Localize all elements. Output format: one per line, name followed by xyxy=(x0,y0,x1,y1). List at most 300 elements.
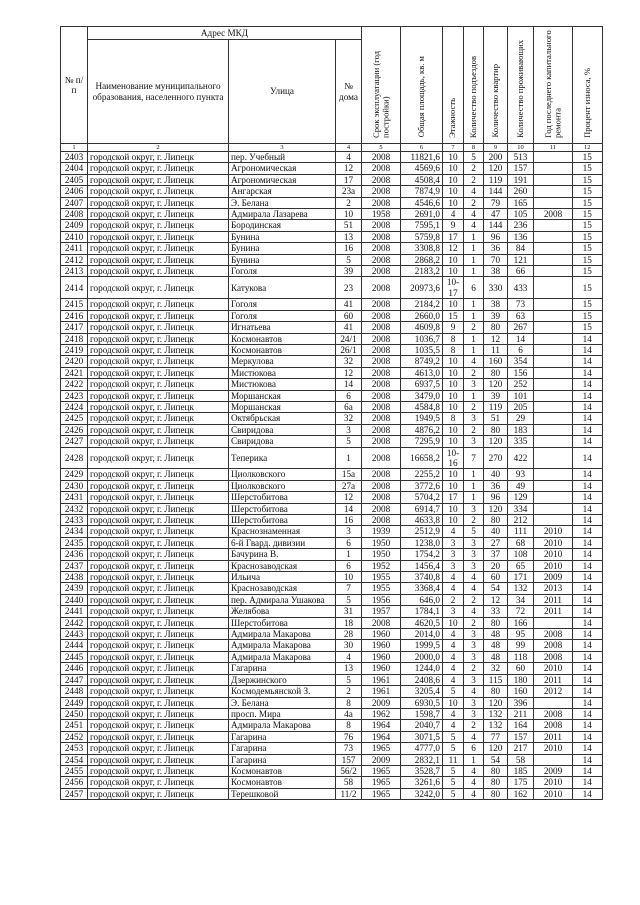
table-cell: 14 xyxy=(573,356,603,367)
table-cell: 15 xyxy=(573,163,603,174)
table-cell: 1 xyxy=(464,310,484,321)
table-cell: 3740,8 xyxy=(401,572,443,583)
table-cell: 252 xyxy=(508,379,534,390)
table-cell xyxy=(534,277,573,299)
table-cell: 119 xyxy=(484,174,508,185)
table-cell: 14 xyxy=(573,515,603,526)
table-cell: 1956 xyxy=(362,594,401,605)
table-cell: 1950 xyxy=(362,549,401,560)
table-cell xyxy=(534,310,573,321)
table-cell: городской округ, г. Липецк xyxy=(88,765,229,776)
header-entrances: Количество подъездов xyxy=(467,55,478,138)
table-cell: 37 xyxy=(484,549,508,560)
table-cell: Космонавтов xyxy=(229,344,336,355)
table-cell: 20973,6 xyxy=(401,277,443,299)
table-cell: Октябрьская xyxy=(229,413,336,424)
table-row xyxy=(61,266,603,277)
table-cell: 120 xyxy=(484,697,508,708)
table-row xyxy=(61,788,603,799)
table-cell: 2868,2 xyxy=(401,254,443,265)
table-cell: 2436 xyxy=(61,549,88,560)
table-cell: 2 xyxy=(464,197,484,208)
table-row xyxy=(61,379,603,390)
table-cell: 36 xyxy=(484,480,508,491)
table-cell: 14 xyxy=(573,503,603,514)
table-cell: 10-17 xyxy=(443,277,464,299)
table-cell: городской округ, г. Липецк xyxy=(88,254,229,265)
table-cell: городской округ, г. Липецк xyxy=(88,277,229,299)
table-cell: 8 xyxy=(336,697,362,708)
table-cell xyxy=(534,356,573,367)
table-cell: 3 xyxy=(464,629,484,640)
table-cell: 58 xyxy=(508,754,534,765)
table-cell: 6-й Гвард. дивизии xyxy=(229,537,336,548)
table-cell: Э. Белана xyxy=(229,697,336,708)
column-number: 6 xyxy=(401,144,443,152)
table-cell: 4 xyxy=(336,651,362,662)
table-cell: 2420 xyxy=(61,356,88,367)
table-cell: 2008 xyxy=(362,447,401,469)
table-cell: Краснознаменная xyxy=(229,526,336,537)
table-cell: Игнатьева xyxy=(229,322,336,333)
table-cell: 14 xyxy=(573,469,603,480)
table-cell: 2452 xyxy=(61,731,88,742)
table-cell: пер. Адмирала Ушакова xyxy=(229,594,336,605)
table-row xyxy=(61,413,603,424)
table-cell: 11 xyxy=(443,754,464,765)
table-cell: 15 xyxy=(573,152,603,163)
table-cell: 27 xyxy=(484,537,508,548)
table-row xyxy=(61,299,603,310)
table-cell: 2445 xyxy=(61,651,88,662)
table-cell: городской округ, г. Липецк xyxy=(88,583,229,594)
table-cell: 2008 xyxy=(534,209,573,220)
table-cell: 14 xyxy=(573,686,603,697)
table-cell: 3 xyxy=(464,537,484,548)
table-cell: городской округ, г. Липецк xyxy=(88,299,229,310)
table-cell: 1965 xyxy=(362,777,401,788)
table-cell: 32 xyxy=(336,413,362,424)
table-cell: 2013 xyxy=(534,583,573,594)
table-cell: городской округ, г. Липецк xyxy=(88,731,229,742)
table-cell: 11821,6 xyxy=(401,152,443,163)
document-page xyxy=(60,26,603,800)
table-cell: 29 xyxy=(508,413,534,424)
table-cell: 1 xyxy=(464,231,484,242)
table-row xyxy=(61,731,603,742)
table-cell: 54 xyxy=(484,583,508,594)
table-cell: 120 xyxy=(484,436,508,447)
table-cell: 10 xyxy=(443,469,464,480)
table-cell: городской округ, г. Липецк xyxy=(88,629,229,640)
table-cell: 96 xyxy=(484,492,508,503)
table-row xyxy=(61,469,603,480)
table-cell: 14 xyxy=(573,549,603,560)
table-cell: 101 xyxy=(508,390,534,401)
table-cell: 1960 xyxy=(362,629,401,640)
table-cell: 10 xyxy=(443,390,464,401)
table-cell: Ильича xyxy=(229,572,336,583)
table-cell: 1960 xyxy=(362,640,401,651)
table-cell: 23а xyxy=(336,186,362,197)
table-cell: 12 xyxy=(336,492,362,503)
table-cell: 80 xyxy=(484,424,508,435)
table-cell: 15 xyxy=(573,310,603,321)
table-cell: 3 xyxy=(464,697,484,708)
table-cell: 15 xyxy=(573,197,603,208)
table-cell: 1952 xyxy=(362,560,401,571)
table-cell: 1 xyxy=(464,390,484,401)
table-cell: 9 xyxy=(443,322,464,333)
table-cell: 2426 xyxy=(61,424,88,435)
table-cell: 1962 xyxy=(362,708,401,719)
table-cell: 2008 xyxy=(362,310,401,321)
table-cell: 191 xyxy=(508,174,534,185)
table-cell: 260 xyxy=(508,186,534,197)
table-cell: 2424 xyxy=(61,401,88,412)
table-cell: 354 xyxy=(508,356,534,367)
table-cell: 18 xyxy=(336,617,362,628)
table-cell: 2008 xyxy=(362,492,401,503)
table-cell: 2008 xyxy=(534,720,573,731)
table-cell: 10 xyxy=(443,299,464,310)
table-cell: 5 xyxy=(443,743,464,754)
table-cell: Бунина xyxy=(229,254,336,265)
table-cell: 433 xyxy=(508,277,534,299)
table-cell: 4 xyxy=(464,356,484,367)
table-cell: 2012 xyxy=(534,686,573,697)
table-cell: 2010 xyxy=(534,526,573,537)
table-cell: 6 xyxy=(464,743,484,754)
table-cell: 2832,1 xyxy=(401,754,443,765)
table-cell: 4546,6 xyxy=(401,197,443,208)
table-cell: 6914,7 xyxy=(401,503,443,514)
table-cell: 1036,7 xyxy=(401,333,443,344)
table-row xyxy=(61,163,603,174)
table-cell: 1244,0 xyxy=(401,663,443,674)
table-cell: 5 xyxy=(443,731,464,742)
table-cell: 3071,5 xyxy=(401,731,443,742)
table-cell: 217 xyxy=(508,743,534,754)
table-cell: 3205,4 xyxy=(401,686,443,697)
table-cell: 185 xyxy=(508,765,534,776)
table-row xyxy=(61,708,603,719)
table-cell: 2008 xyxy=(362,163,401,174)
table-cell: 14 xyxy=(336,503,362,514)
table-cell: 4 xyxy=(443,640,464,651)
table-cell: 8 xyxy=(443,333,464,344)
table-cell: 14 xyxy=(573,754,603,765)
table-cell: 36 xyxy=(484,243,508,254)
table-cell: 3368,4 xyxy=(401,583,443,594)
table-cell xyxy=(534,243,573,254)
table-cell: 80 xyxy=(484,367,508,378)
table-cell: 4 xyxy=(443,572,464,583)
table-cell: городской округ, г. Липецк xyxy=(88,152,229,163)
table-cell: 3 xyxy=(443,606,464,617)
table-cell: 23 xyxy=(336,277,362,299)
table-cell: городской округ, г. Липецк xyxy=(88,515,229,526)
table-cell: 15 xyxy=(573,266,603,277)
table-cell: 4 xyxy=(464,572,484,583)
table-cell: 80 xyxy=(484,686,508,697)
table-cell: 2008 xyxy=(362,469,401,480)
table-cell: 5 xyxy=(464,526,484,537)
table-cell: 2450 xyxy=(61,708,88,719)
table-cell: 10 xyxy=(443,186,464,197)
table-cell: 4508,4 xyxy=(401,174,443,185)
table-cell: 132 xyxy=(484,708,508,719)
table-cell: 2416 xyxy=(61,310,88,321)
table-cell: просп. Мира xyxy=(229,708,336,719)
table-cell: 28 xyxy=(336,629,362,640)
table-cell: 2 xyxy=(464,663,484,674)
table-cell: 48 xyxy=(484,640,508,651)
table-cell: 5 xyxy=(443,777,464,788)
table-cell: 2406 xyxy=(61,186,88,197)
table-cell: 2008 xyxy=(534,629,573,640)
table-cell: 1955 xyxy=(362,572,401,583)
table-cell: 2008 xyxy=(362,480,401,491)
table-cell: 175 xyxy=(508,777,534,788)
table-cell: 2008 xyxy=(362,277,401,299)
table-cell: 14 xyxy=(573,765,603,776)
table-cell: 2432 xyxy=(61,503,88,514)
table-row xyxy=(61,515,603,526)
table-cell: 2 xyxy=(336,197,362,208)
table-cell: 1955 xyxy=(362,583,401,594)
table-cell: 4 xyxy=(443,663,464,674)
table-cell: 51 xyxy=(336,220,362,231)
table-cell: 2011 xyxy=(534,594,573,605)
table-cell: Космонавтов xyxy=(229,777,336,788)
table-row xyxy=(61,231,603,242)
table-row xyxy=(61,765,603,776)
table-cell: 1 xyxy=(464,333,484,344)
table-cell: городской округ, г. Липецк xyxy=(88,401,229,412)
table-cell: 4 xyxy=(443,583,464,594)
table-cell: 40 xyxy=(484,469,508,480)
table-cell: 157 xyxy=(508,731,534,742)
table-cell: 1238,0 xyxy=(401,537,443,548)
column-number: 10 xyxy=(508,144,534,152)
table-cell: 2 xyxy=(464,163,484,174)
table-cell: 65 xyxy=(508,560,534,571)
table-cell: городской округ, г. Липецк xyxy=(88,220,229,231)
table-cell: 2 xyxy=(464,594,484,605)
table-cell: 3 xyxy=(464,549,484,560)
table-cell: Свиридова xyxy=(229,436,336,447)
table-row xyxy=(61,367,603,378)
table-cell: Гагарина xyxy=(229,731,336,742)
table-row xyxy=(61,686,603,697)
table-cell: 2040,7 xyxy=(401,720,443,731)
table-cell: городской округ, г. Липецк xyxy=(88,697,229,708)
table-cell: 2014,0 xyxy=(401,629,443,640)
table-cell xyxy=(534,424,573,435)
table-cell: 2 xyxy=(464,424,484,435)
table-cell: городской округ, г. Липецк xyxy=(88,322,229,333)
table-cell: 157 xyxy=(508,163,534,174)
table-cell: 13 xyxy=(336,663,362,674)
table-cell: 17 xyxy=(443,492,464,503)
table-cell: 3528,7 xyxy=(401,765,443,776)
table-cell: 70 xyxy=(484,254,508,265)
table-cell: 3 xyxy=(464,708,484,719)
table-cell: 2010 xyxy=(534,549,573,560)
table-cell: 10 xyxy=(443,163,464,174)
table-cell: 14 xyxy=(573,526,603,537)
table-cell: 6 xyxy=(336,390,362,401)
table-cell: Адмирала Макарова xyxy=(229,651,336,662)
table-cell: 396 xyxy=(508,697,534,708)
table-cell: 3 xyxy=(464,413,484,424)
table-cell xyxy=(534,333,573,344)
table-cell: 14 xyxy=(573,708,603,719)
table-cell: 1964 xyxy=(362,720,401,731)
table-cell: 3 xyxy=(464,640,484,651)
table-cell: городской округ, г. Липецк xyxy=(88,243,229,254)
table-cell: 10 xyxy=(443,367,464,378)
table-cell: 10 xyxy=(336,572,362,583)
table-cell: 27а xyxy=(336,480,362,491)
table-cell: Дзержинского xyxy=(229,674,336,685)
table-cell: 2000,0 xyxy=(401,651,443,662)
table-cell: 4613,0 xyxy=(401,367,443,378)
table-cell: 4 xyxy=(443,629,464,640)
table-cell: 2008 xyxy=(362,299,401,310)
table-cell: 10 xyxy=(443,503,464,514)
table-cell: 1965 xyxy=(362,743,401,754)
column-number: 1 xyxy=(61,144,88,152)
table-cell: 1939 xyxy=(362,526,401,537)
table-cell: 15 xyxy=(573,209,603,220)
table-cell: 2456 xyxy=(61,777,88,788)
table-cell: 15 xyxy=(573,174,603,185)
table-cell: 1999,5 xyxy=(401,640,443,651)
table-row xyxy=(61,560,603,571)
table-cell: 2011 xyxy=(534,606,573,617)
table-cell: 4777,0 xyxy=(401,743,443,754)
table-cell: 200 xyxy=(484,152,508,163)
table-row xyxy=(61,174,603,185)
table-cell: 2008 xyxy=(362,379,401,390)
table-row xyxy=(61,697,603,708)
table-cell: 156 xyxy=(508,367,534,378)
table-cell xyxy=(534,492,573,503)
table-cell: 1 xyxy=(464,344,484,355)
table-cell: 7874,9 xyxy=(401,186,443,197)
table-cell: 183 xyxy=(508,424,534,435)
header-house: № дома xyxy=(336,40,362,144)
table-row xyxy=(61,322,603,333)
table-cell: 2438 xyxy=(61,572,88,583)
table-cell: городской округ, г. Липецк xyxy=(88,594,229,605)
table-cell: 2453 xyxy=(61,743,88,754)
table-cell: Адмирала Макарова xyxy=(229,720,336,731)
table-cell: 4 xyxy=(443,651,464,662)
table-cell: 10 xyxy=(443,174,464,185)
header-repair-year: Год последнего капитального ремонта xyxy=(542,29,562,138)
table-cell: 72 xyxy=(508,606,534,617)
table-cell: 3 xyxy=(443,549,464,560)
table-cell: 14 xyxy=(573,447,603,469)
column-number: 12 xyxy=(573,144,603,152)
header-year: Срок эксплуатации (год постройки) xyxy=(370,50,390,138)
table-cell: Свиридова xyxy=(229,424,336,435)
column-number: 7 xyxy=(443,144,464,152)
table-cell: 2 xyxy=(464,720,484,731)
table-cell: 7 xyxy=(464,447,484,469)
table-cell: 96 xyxy=(484,231,508,242)
table-cell: 2443 xyxy=(61,629,88,640)
table-cell: Краснозаводская xyxy=(229,583,336,594)
table-cell: 8 xyxy=(443,344,464,355)
table-cell: 4 xyxy=(464,686,484,697)
table-cell: городской округ, г. Липецк xyxy=(88,503,229,514)
table-cell: 3308,8 xyxy=(401,243,443,254)
table-cell: 38 xyxy=(484,266,508,277)
table-cell: 41 xyxy=(336,322,362,333)
table-cell: городской округ, г. Липецк xyxy=(88,537,229,548)
table-cell: 4569,6 xyxy=(401,163,443,174)
table-cell: 26/1 xyxy=(336,344,362,355)
table-cell: 2451 xyxy=(61,720,88,731)
table-cell: 2010 xyxy=(534,663,573,674)
table-cell: 2444 xyxy=(61,640,88,651)
header-area: Общая площадь, кв. м xyxy=(415,56,426,138)
table-cell: 2660,0 xyxy=(401,310,443,321)
table-cell: 10 xyxy=(443,254,464,265)
table-cell: 14 xyxy=(573,594,603,605)
table-row xyxy=(61,152,603,163)
table-cell: 1754,2 xyxy=(401,549,443,560)
table-cell: Бунина xyxy=(229,243,336,254)
table-cell: 2430 xyxy=(61,480,88,491)
table-cell: 1035,5 xyxy=(401,344,443,355)
table-cell: 40 xyxy=(484,526,508,537)
table-cell: 6937,5 xyxy=(401,379,443,390)
table-cell: 16658,2 xyxy=(401,447,443,469)
table-cell: городской округ, г. Липецк xyxy=(88,367,229,378)
table-row xyxy=(61,617,603,628)
table-cell: 105 xyxy=(508,209,534,220)
table-cell: 335 xyxy=(508,436,534,447)
table-cell: 60 xyxy=(484,572,508,583)
table-cell: городской округ, г. Липецк xyxy=(88,754,229,765)
table-cell: 15 xyxy=(573,186,603,197)
table-cell: 1961 xyxy=(362,686,401,697)
table-cell: 2 xyxy=(464,401,484,412)
table-row xyxy=(61,629,603,640)
table-cell: 11/2 xyxy=(336,788,362,799)
table-cell: 10-16 xyxy=(443,447,464,469)
table-cell: 10 xyxy=(443,356,464,367)
table-row xyxy=(61,436,603,447)
table-row xyxy=(61,277,603,299)
table-cell: 2008 xyxy=(362,220,401,231)
table-cell: 6 xyxy=(464,277,484,299)
table-cell: 14 xyxy=(573,480,603,491)
table-cell: 2415 xyxy=(61,299,88,310)
table-cell: 4 xyxy=(464,186,484,197)
table-cell: 4 xyxy=(464,220,484,231)
table-cell: 2008 xyxy=(362,617,401,628)
table-cell: городской округ, г. Липецк xyxy=(88,436,229,447)
table-cell: 115 xyxy=(484,674,508,685)
table-cell: 2008 xyxy=(362,174,401,185)
header-address-group: Адрес МКД xyxy=(88,27,362,40)
